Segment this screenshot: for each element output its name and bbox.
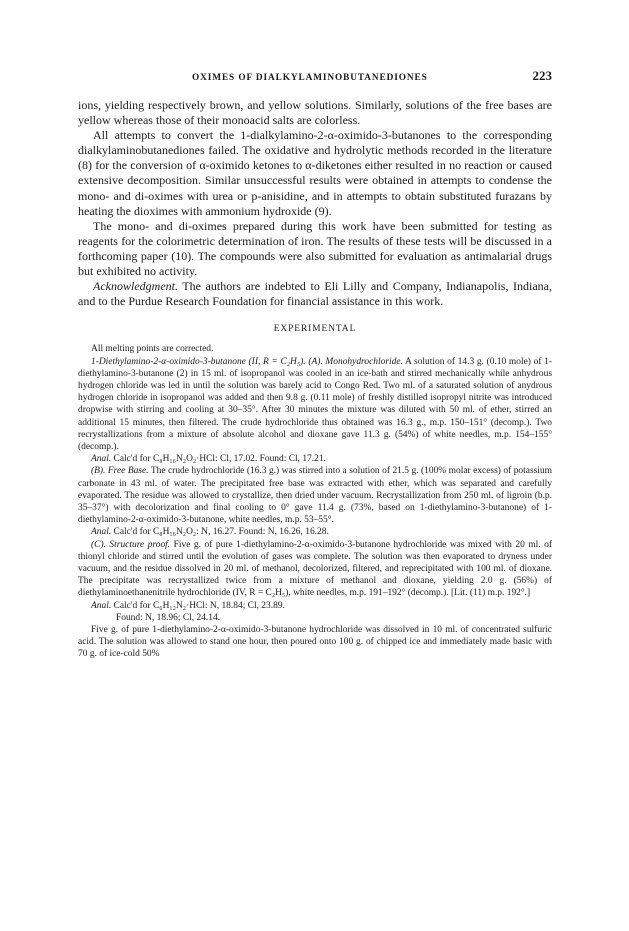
- page-number: 223: [532, 68, 552, 83]
- running-head: [78, 68, 552, 84]
- analysis-c-label: Anal.: [91, 600, 112, 611]
- procedure-part-b: [78, 465, 552, 526]
- analysis-c-text: Calc'd for C₆H₁₂N₂·HCl: N, 18.84; Cl, 23.89.: [111, 600, 285, 611]
- melting-point-note: All melting points are corrected.: [91, 344, 214, 355]
- part-a-label: (A). Monohydrochloride.: [308, 356, 403, 367]
- part-c-label: (C). Structure proof.: [91, 539, 171, 550]
- section-heading-experimental: EXPERIMENTAL: [273, 324, 357, 335]
- intro-paragraph-conversion-attempts: All attempts to convert the 1-dialkylamino-2-α-oximido-3-butanones to the corresponding dialkylaminobutanediones failed. The oxidative and hydrolytic methods recorded in the literature (8) for the conversion of α-oximido ketones to α-diketones either resulted in no reaction or caused extensive decomposition. Similar unsuccessful results were obtained in attempts to condense the mono- and di-oximes with urea or p-anisidine, and in attempts to obtain substituted furazans by heating the dioximes with ammonium hydroxide (9).: [78, 128, 552, 218]
- analysis-c: [78, 600, 552, 612]
- analysis-a-text: Calc'd for C₈H₁₆N₂O₂·HCl: Cl, 17.02. Found: Cl, 17.21.: [111, 454, 326, 465]
- compound-title: 1-Diethylamino-2-α-oximido-3-butanone (II, R = C₂H₅).: [91, 356, 306, 367]
- page: [78, 68, 552, 661]
- analysis-b-label: Anal.: [91, 527, 112, 538]
- procedure-final-paragraph: Five g. of pure 1-diethylamino-2-α-oximido-3-butanone hydrochloride was dissolved in 10 ml. of concentrated sulfuric acid. The solution was allowed to stand one hour, then poured onto 100 g. of chipped ice and immediately made basic with 70 g. of ice-cold 50%: [78, 624, 552, 660]
- procedure-part-c: [78, 539, 552, 600]
- analysis-b: [78, 526, 552, 538]
- analysis-a: [78, 453, 552, 465]
- procedure-part-a: [78, 356, 552, 454]
- analysis-a-label: Anal.: [91, 454, 112, 465]
- intro-paragraph-continued: ions, yielding respectively brown, and yellow solutions. Similarly, solutions of the free bases are yellow whereas those of their monoacid salts are colorless.: [78, 98, 552, 128]
- running-title: OXIMES OF DIALKYLAMINOBUTANEDIONES: [192, 73, 428, 83]
- part-a-text: A solution of 14.3 g. (0.10 mole) of 1-diethylamino-3-butanone (2) in 15 ml. of isopropanol was cooled in an ice-bath and stirred mechanically while anhydrous hydrogen chloride was led in until the solution was barely acid to Congo Red. Two ml. of a saturated solution of anydrous hydrogen chloride in isopropanol was added and then 9.8 g. (0.11 mole) of freshly distilled isopropyl nitrite was introduced dropwise with stirring and cooling at 30–35°. After 30 minutes the mixture was diluted with 50 ml. of ether, stirred an additional 15 minutes, then filtered. The crude hydrochloride thus obtained was 16.3 g., m.p. 150–151° (decomp.). Two recrystallizations from a mixture of absolute alcohol and dioxane gave 11.3 g. (54%) of white needles, m.p. 154–155° (decomp.).: [78, 356, 552, 452]
- acknowledgment-text: The authors are indebted to Eli Lilly and Company, Indianapolis, Indiana, and to the Purdue Research Foundation for financial assistance in this work.: [78, 279, 552, 309]
- part-b-text: The crude hydrochloride (16.3 g.) was stirred into a solution of 21.5 g. (100% molar excess) of potassium carbonate in 43 ml. of water. The precipitated free base was extracted with ether, which was separated and carefully evaporated. The residue was allowed to crystallize, then dried under vacuum. Recrystallization from 250 ml. of ligroin (b.p. 35–37°) with decolorization and final cooling to 0° gave 11.4 g. (73%, based on 1-diethylamino-3-butanone) of 1-diethylamino-2-α-oximido-3-butanone, white needles, m.p. 53–55°.: [78, 466, 552, 526]
- part-b-label: (B). Free Base.: [91, 466, 149, 477]
- part-c-text: Five g. of pure 1-diethylamino-2-α-oximido-3-butanone hydrochloride was mixed with 20 ml. of thionyl chloride and stirred until the evolution of gases was complete. The solution was then evaporated to dryness under vacuum, and the residue dissolved in 20 ml. of methanol, decolorized, filtered, and reprecipitated with 100 ml. of dioxane. The precipitate was recrystallized twice from a mixture of methanol and dioxane, yielding 2.0 g. (56%) of diethylaminoethanenitrile hydrochloride (IV, R = C₂H₅), white needles, m.p. 191–192° (decomp.). [Lit. (11) m.p. 192°.]: [78, 539, 552, 599]
- acknowledgment-label: Acknowledgment.: [93, 279, 178, 294]
- analysis-b-text: Calc'd for C₈H₁₆N₂O₂: N, 16.27. Found: N, 16.26, 16.28.: [111, 527, 329, 538]
- analysis-c-found: Found: N, 18.96; Cl, 24.14.: [116, 612, 221, 623]
- acknowledgment-paragraph: [78, 279, 552, 309]
- intro-paragraph-testing: The mono- and di-oximes prepared during this work have been submitted for testing as reagents for the colorimetric determination of iron. The results of these tests will be discussed in a forthcoming paper (10). The compounds were also submitted for evaluation as antimalarial drugs but exhibited no activity.: [78, 218, 552, 279]
